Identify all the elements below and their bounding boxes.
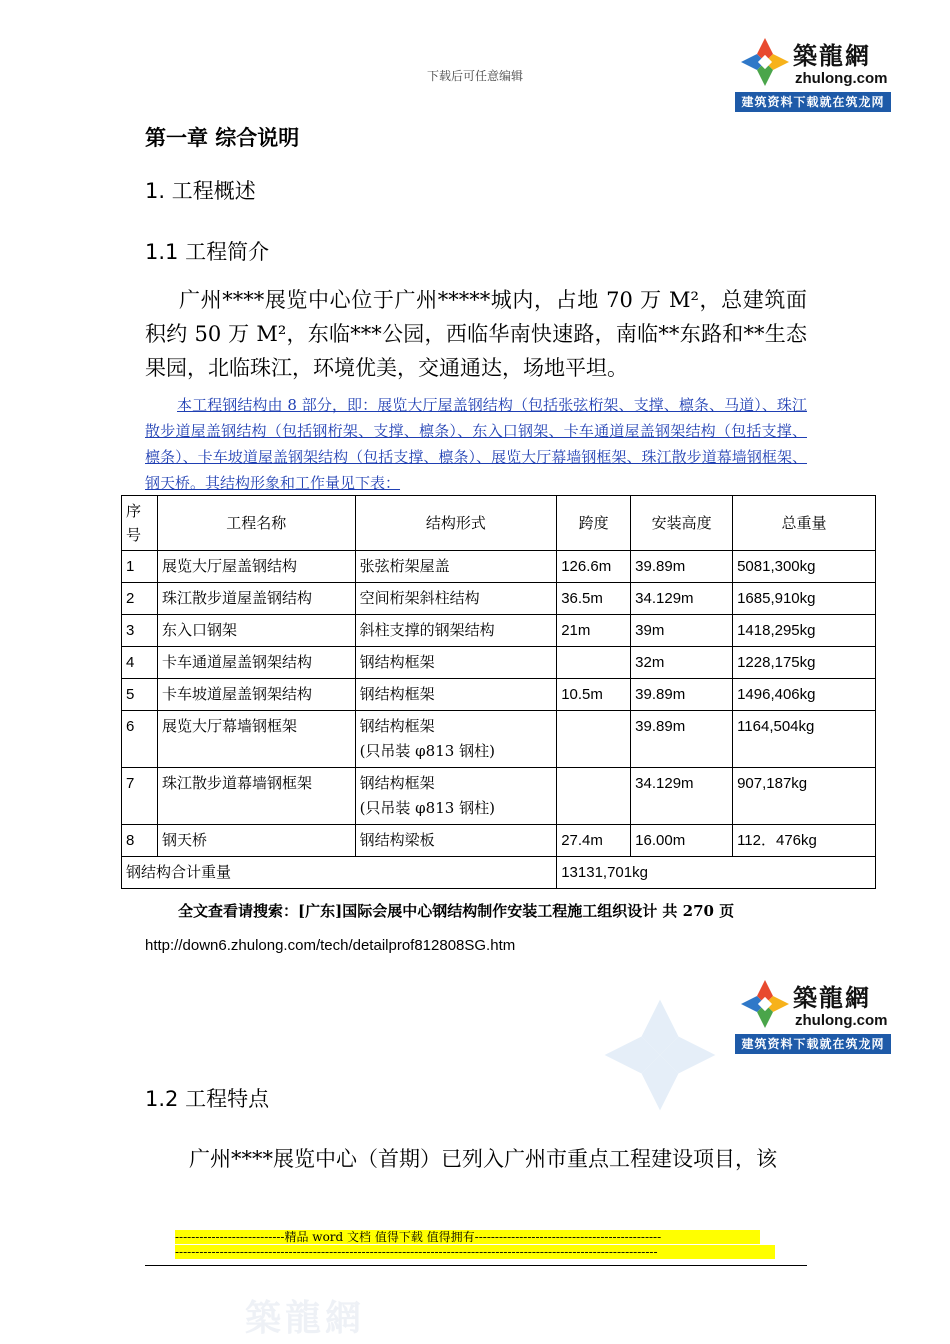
project-name-cell-text: 珠江散步道幕墙钢框架 [161, 774, 312, 792]
install-height-cell [631, 825, 733, 857]
install-height-cell [631, 768, 733, 825]
structure-form-cell-text: 钢结构框架 [359, 653, 435, 671]
search-hint: 全文查看请搜索：[广东]国际会展中心钢结构制作安装工程施工组织设计 共 270 页 [178, 902, 735, 920]
install-height-cell-text: 34.129m [635, 775, 694, 792]
structure-form-cell [355, 825, 557, 857]
total-weight-cell [733, 583, 876, 615]
table-row [122, 825, 876, 857]
span-cell-text: 36.5m [561, 590, 603, 607]
structure-form-cell-text: 钢结构框架 [359, 717, 435, 735]
table-row [122, 615, 876, 647]
structure-form-note: (只吊装 φ813 钢柱) [359, 799, 495, 817]
project-name-cell [157, 647, 355, 679]
project-name-cell [157, 711, 355, 768]
watermark-logo-icon [600, 995, 720, 1115]
span-cell [557, 768, 631, 825]
total-weight-cell [733, 551, 876, 583]
project-name-cell [157, 583, 355, 615]
total-weight-cell-text: 1228,175kg [737, 654, 816, 671]
total-weight-cell [733, 825, 876, 857]
project-name-cell [157, 768, 355, 825]
install-height-cell-text: 16.00m [635, 832, 686, 849]
total-weight-cell-text: 112．476kg [737, 832, 817, 849]
logo-brand-text: 築龍網 [793, 41, 871, 70]
total-weight-cell [733, 711, 876, 768]
header-cell: 工程名称 [157, 496, 355, 551]
row-number-cell [122, 551, 158, 583]
structure-form-cell-text: 张弦桁架屋盖 [359, 557, 450, 575]
total-weight-cell-text: 1418,295kg [737, 622, 816, 639]
zhulong-logo-middle [735, 974, 891, 1056]
header-cell: 跨度 [557, 496, 631, 551]
structure-form-note: (只吊装 φ813 钢柱) [359, 742, 495, 760]
zhulong-logo-icon [739, 978, 791, 1030]
span-cell [557, 825, 631, 857]
span-cell [557, 583, 631, 615]
structure-form-cell [355, 711, 557, 768]
install-height-cell-text: 34.129m [635, 590, 694, 607]
install-height-cell [631, 551, 733, 583]
logo-domain-text: zhulong.com [795, 1012, 888, 1029]
row-number-cell-text: 1 [126, 558, 135, 575]
install-height-cell-text: 39.89m [635, 686, 686, 703]
project-name-cell [157, 615, 355, 647]
install-height-cell-text: 39.89m [635, 718, 686, 735]
zhulong-logo-top [735, 32, 891, 114]
span-cell-text: 21m [561, 622, 591, 639]
steel-structure-paragraph[interactable]: 本工程钢结构由 8 部分，即：展览大厅屋盖钢结构（包括张弦桁架、支撑、檩条、马道）、珠江散步道屋盖钢结构（包括钢桁架、支撑、檩条）、东入口钢架、卡车通道屋盖钢架结构（包括支撑、檩条）、卡车坡道屋盖钢架结构（包括支撑、檩条）、展览大厅幕墙钢框架、珠江散步道幕墙钢框架、钢天桥。其结构形象和工作量见下表： [145, 396, 807, 492]
document-url-link[interactable]: http://down6.zhulong.com/tech/detailprof812808SG.htm [145, 937, 516, 954]
structure-form-cell-text: 空间桁架斜柱结构 [359, 589, 480, 607]
total-weight-cell-text: 5081,300kg [737, 558, 816, 575]
row-number-cell-text: 5 [126, 686, 135, 703]
structure-form-cell [355, 551, 557, 583]
span-cell-text: 27.4m [561, 832, 603, 849]
table-row [122, 647, 876, 679]
install-height-cell-text: 32m [635, 654, 665, 671]
span-cell [557, 647, 631, 679]
project-name-cell [157, 825, 355, 857]
project-name-cell [157, 551, 355, 583]
total-weight-cell-text: 1496,406kg [737, 686, 816, 703]
install-height-cell [631, 647, 733, 679]
row-number-cell [122, 615, 158, 647]
chapter-title: 第一章 综合说明 [145, 125, 300, 150]
span-cell [557, 551, 631, 583]
table-row [122, 768, 876, 825]
total-weight-cell [733, 679, 876, 711]
table-row [122, 551, 876, 583]
install-height-cell [631, 615, 733, 647]
logo-slogan: 建筑资料下载就在筑龙网 [735, 1034, 891, 1054]
footer-banner-line-2: ----------------------------------------------------------------------------------------------------------------------- [175, 1245, 775, 1259]
project-name-cell-text: 东入口钢架 [161, 621, 237, 639]
feature-paragraph: 广州****展览中心（首期）已列入广州市重点工程建设项目，该 [189, 1147, 777, 1171]
span-cell-text: 126.6m [561, 558, 612, 575]
row-number-cell [122, 647, 158, 679]
span-cell [557, 679, 631, 711]
table-header-row [122, 496, 876, 551]
total-weight-cell-text: 1685,910kg [737, 590, 816, 607]
project-name-cell-text: 卡车通道屋盖钢架结构 [161, 653, 312, 671]
logo-brand-text: 築龍網 [793, 983, 871, 1012]
structure-form-cell-text: 钢结构框架 [359, 774, 435, 792]
structure-form-cell [355, 647, 557, 679]
row-number-cell [122, 825, 158, 857]
header-cell: 序号 [122, 496, 158, 551]
project-name-cell-text: 展览大厅幕墙钢框架 [161, 717, 297, 735]
section-heading-overview: 1. 工程概述 [145, 179, 256, 203]
install-height-cell-text: 39m [635, 622, 665, 639]
install-height-cell-text: 39.89m [635, 558, 686, 575]
span-cell-text: 10.5m [561, 686, 603, 703]
table-row [122, 711, 876, 768]
row-number-cell [122, 768, 158, 825]
project-name-cell-text: 卡车坡道屋盖钢架结构 [161, 685, 312, 703]
row-number-cell-text: 6 [126, 718, 135, 735]
structure-form-cell-text: 钢结构框架 [359, 685, 435, 703]
footer-divider [145, 1265, 807, 1266]
section-heading-features: 1.2 工程特点 [145, 1087, 270, 1111]
total-weight-cell [733, 768, 876, 825]
table-total-row [122, 857, 876, 889]
total-weight-cell [733, 647, 876, 679]
zhulong-logo-icon [739, 36, 791, 88]
row-number-cell [122, 583, 158, 615]
structure-form-cell-text: 钢结构梁板 [359, 831, 435, 849]
total-value-cell: 13131,701kg [557, 857, 876, 889]
row-number-cell-text: 4 [126, 654, 135, 671]
structure-form-cell [355, 768, 557, 825]
header-cell: 安装高度 [631, 496, 733, 551]
logo-domain-text: zhulong.com [795, 70, 888, 87]
span-cell [557, 711, 631, 768]
row-number-cell-text: 2 [126, 590, 135, 607]
intro-paragraph: 广州****展览中心位于广州*****城内，占地 70 万 M²，总建筑面积约 50 万 M²，东临***公园，西临华南快速路，南临**东路和**生态果园，北临珠江，环境优美，交通通达，场地平坦。 [145, 288, 807, 380]
structure-form-cell [355, 615, 557, 647]
row-number-cell [122, 679, 158, 711]
install-height-cell [631, 583, 733, 615]
structure-form-cell-text: 斜柱支撑的钢架结构 [359, 621, 495, 639]
table-row [122, 679, 876, 711]
project-name-cell-text: 展览大厅屋盖钢结构 [161, 557, 297, 575]
header-cell: 结构形式 [355, 496, 557, 551]
row-number-cell-text: 7 [126, 775, 135, 792]
span-cell [557, 615, 631, 647]
row-number-cell-text: 3 [126, 622, 135, 639]
project-name-cell [157, 679, 355, 711]
structure-form-cell [355, 679, 557, 711]
steel-works-table [121, 495, 876, 889]
row-number-cell [122, 711, 158, 768]
section-heading-introduction: 1.1 工程简介 [145, 240, 270, 264]
table-body [122, 496, 876, 889]
project-name-cell-text: 钢天桥 [161, 831, 207, 849]
structure-form-cell [355, 583, 557, 615]
logo-slogan: 建筑资料下载就在筑龙网 [735, 92, 891, 112]
download-note: 下载后可任意编辑 [426, 69, 523, 83]
footer-banner-line-1: ---------------------------精品 word 文档 值得下载 值得拥有---------------------------------------------- [175, 1230, 760, 1244]
total-weight-cell-text: 1164,504kg [737, 718, 815, 735]
install-height-cell [631, 711, 733, 768]
install-height-cell [631, 679, 733, 711]
header-cell: 总重量 [733, 496, 876, 551]
table-row [122, 583, 876, 615]
total-weight-cell [733, 615, 876, 647]
row-number-cell-text: 8 [126, 832, 135, 849]
project-name-cell-text: 珠江散步道屋盖钢结构 [161, 589, 312, 607]
total-label-cell: 钢结构合计重量 [122, 857, 557, 889]
total-weight-cell-text: 907,187kg [737, 775, 808, 792]
footer-watermark: 築龍網 [245, 1297, 366, 1339]
